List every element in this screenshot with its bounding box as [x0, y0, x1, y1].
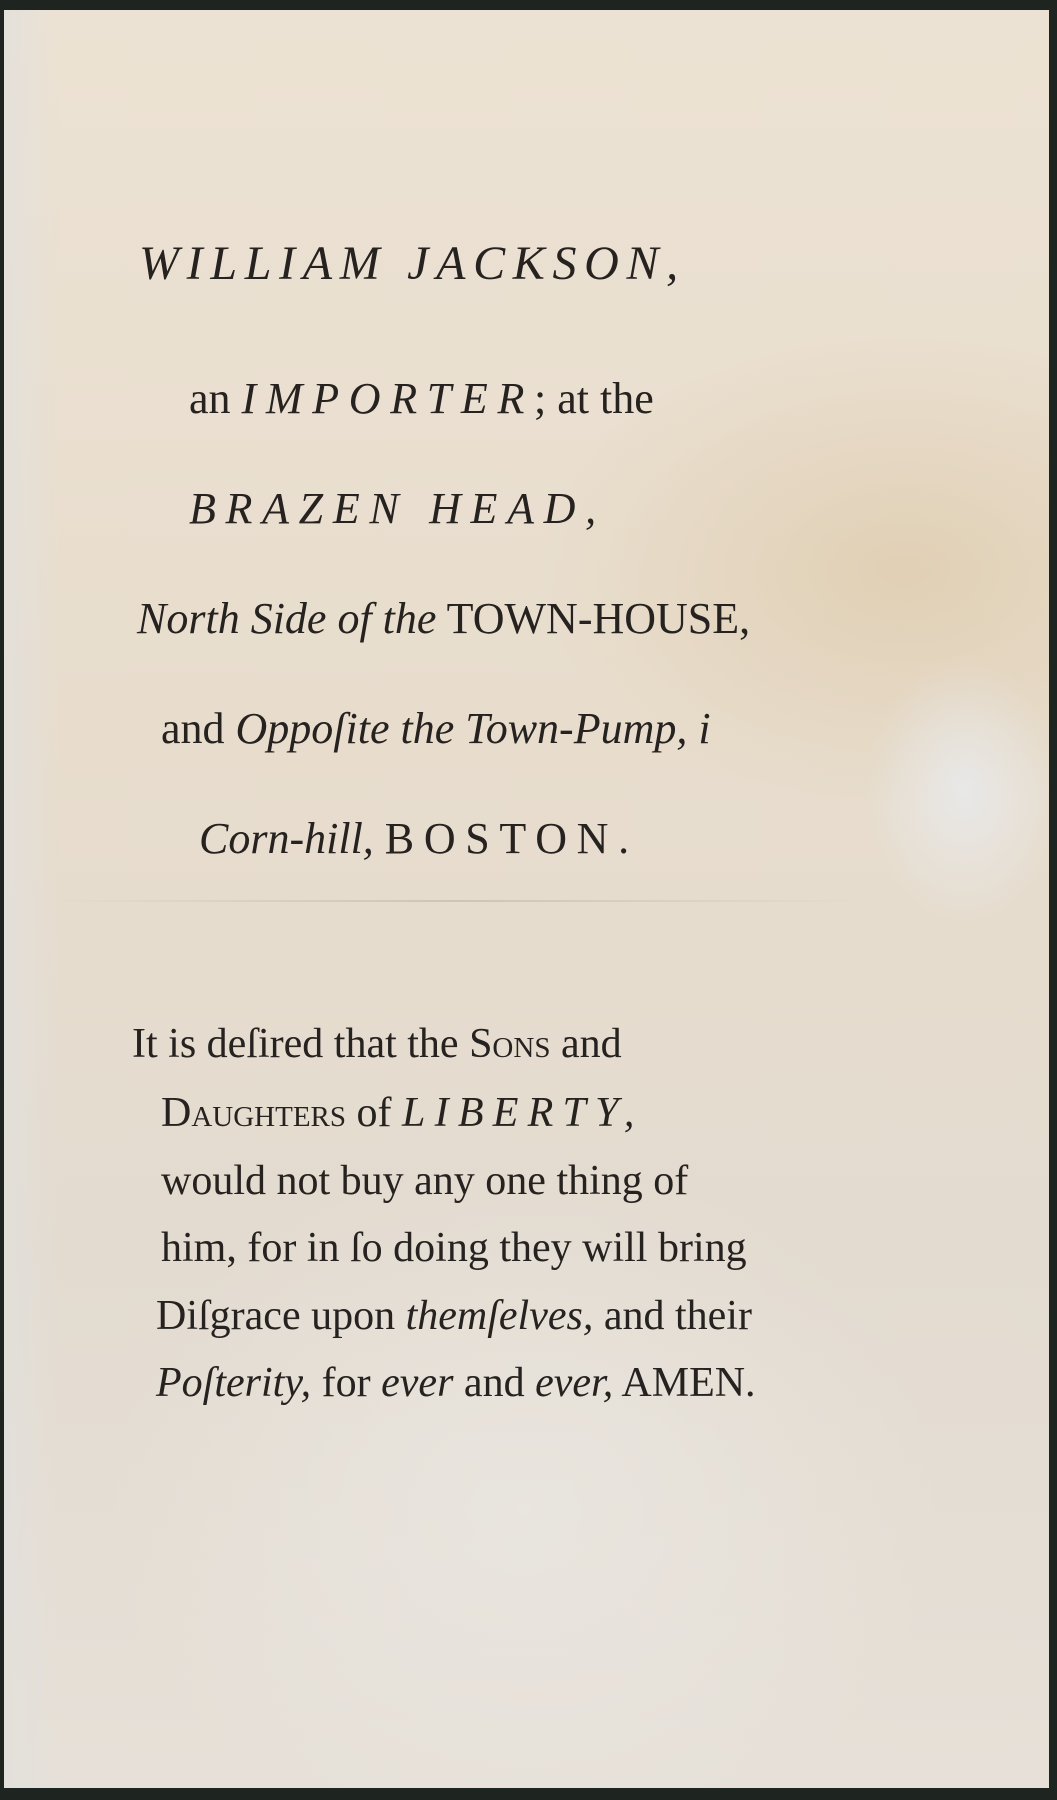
- city-line: [199, 814, 639, 863]
- p6-for: for: [321, 1360, 371, 1406]
- paragraph-line-5: [156, 1295, 752, 1337]
- corn-hill: Corn-hill,: [199, 814, 374, 863]
- truncated-word: i: [698, 704, 711, 753]
- amen: AMEN.: [621, 1360, 756, 1406]
- p5-text: Diſgrace upon: [156, 1293, 396, 1339]
- liberty: LIBERTY,: [402, 1090, 644, 1136]
- location-prefix: North Side of the: [137, 594, 437, 643]
- p5-end: and their: [603, 1293, 752, 1339]
- p6-and: and: [463, 1360, 525, 1406]
- merchant-name: WILLIAM JACKSON,: [139, 237, 686, 290]
- paragraph-line-3: would not buy any one thing of: [161, 1158, 689, 1204]
- fold-crease: [44, 900, 869, 902]
- p1-and: and: [560, 1021, 622, 1067]
- shop-sign: BRAZEN HEAD,: [189, 484, 606, 533]
- location-line: [137, 594, 751, 643]
- importer-prefix: an: [189, 374, 231, 423]
- p1-text: It is deſired that the: [132, 1021, 459, 1067]
- p2-of: of: [356, 1090, 392, 1136]
- boston: BOSTON.: [384, 814, 639, 863]
- paragraph-line-2: [161, 1092, 644, 1134]
- paragraph-line-4: him, for in ſo doing they will bring: [161, 1225, 747, 1271]
- town-pump: Oppoſite the Town-Pump,: [235, 704, 688, 753]
- importer-word: IMPORTER: [241, 374, 535, 423]
- opposite-and: and: [161, 704, 225, 753]
- paper-edge-shade: [4, 10, 59, 1788]
- broadside-sheet: [4, 10, 1049, 1788]
- opposite-line: [161, 704, 711, 753]
- town-house: TOWN-HOUSE,: [446, 594, 751, 643]
- ever-1: ever: [381, 1360, 454, 1406]
- importer-suffix: ; at the: [534, 374, 654, 423]
- importer-line: [189, 374, 654, 423]
- posterity: Poſterity,: [156, 1360, 312, 1406]
- paragraph-line-1: [132, 1023, 622, 1065]
- themselves: themſelves,: [405, 1293, 594, 1339]
- ever-2: ever,: [535, 1360, 614, 1406]
- sons: Sons: [469, 1021, 551, 1067]
- daughters: Daughters: [161, 1090, 347, 1136]
- paragraph-line-6: [156, 1362, 756, 1404]
